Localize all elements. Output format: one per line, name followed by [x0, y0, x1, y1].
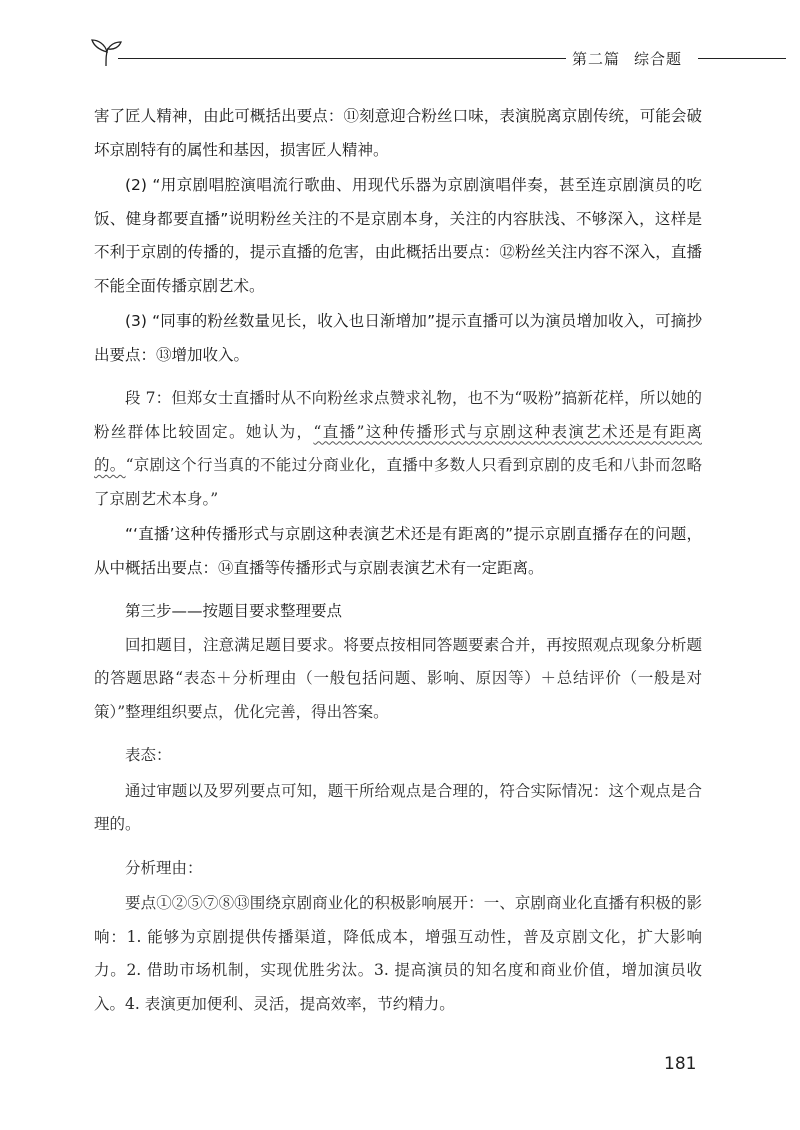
page-header: [86, 36, 786, 76]
header-title: [572, 48, 696, 69]
paragraph-5: “‘直播’这种传播形式与京剧这种表演艺术还是有距离的”提示京剧直播存在的问题，从中概括出要点：⑭直播等传播形式与京剧表演艺术有一定距离。: [94, 525, 702, 577]
excerpt-key-sentence: “直播”这种传播形式与京剧这种表演艺术还是有距离的。: [94, 422, 702, 474]
header-section: 第二篇: [572, 50, 621, 68]
paragraph-8: 要点①②⑤⑦⑧⑬围绕京剧商业化的积极影响展开：一、京剧商业化直播有积极的影响：1. 能够为京剧提供传播渠道，降低成本，增强互动性，普及京剧文化，扩大影响力。2. 借助市场机制，实现优胜劣汰。3. 提高演员的知名度和商业价值，增加演员收入。4. 表演更加便利、灵活，提高效率，节约精力。: [94, 894, 702, 1013]
paragraph-7-excerpt: [94, 382, 702, 516]
header-rule-left: [118, 58, 566, 59]
step-3-title: 第三步——按题目要求整理要点: [125, 602, 343, 620]
reason-label: 分析理由：: [125, 858, 203, 877]
page-number: 181: [664, 1054, 697, 1074]
page-body: [94, 100, 702, 1021]
header-rule-right: [698, 58, 786, 59]
paragraph-1: 害了匠人精神，由此可概括出要点：⑪刻意迎合粉丝口味，表演脱离京剧传统，可能会破坏京剧特有的属性和基因，损害匠人精神。: [94, 107, 702, 159]
paragraph-3: (3) “同事的粉丝数量见长，收入也日渐增加”提示直播可以为演员增加收入，可摘抄出要点：⑬增加收入。: [94, 312, 702, 364]
header-chapter: 综合题: [634, 50, 683, 68]
paragraph-7: 通过审题以及罗列要点可知，题干所给观点是合理的，符合实际情况：这个观点是合理的。: [94, 781, 702, 833]
paragraph-6: 回扣题目，注意满足题目要求。将要点按相同答题要素合并，再按照观点现象分析题的答题思路“表态＋分析理由（一般包括问题、影响、原因等）＋总结评价（一般是对策）”整理组织要点，优化完善，得出答案。: [94, 635, 702, 721]
stance-label: 表态：: [125, 746, 172, 764]
excerpt-text-after: “京剧这个行当真的不能过分商业化，直播中多数人只看到京剧的皮毛和八卦而忽略了京剧艺术本身。”: [94, 456, 702, 508]
paragraph-2: (2) “用京剧唱腔演唱流行歌曲、用现代乐器为京剧演唱伴奏，甚至连京剧演员的吃饭、健身都要直播”说明粉丝关注的不是京剧本身，关注的内容肤浅、不够深入，这样是不利于京剧的传播的，提示直播的危害，由此概括出要点：⑫粉丝关注内容不深入，直播不能全面传播京剧艺术。: [94, 176, 702, 295]
sprout-icon: [86, 36, 126, 76]
excerpt-text-before: 段 7：但郑女士直播时从不向粉丝求点赞求礼物，也不为“吸粉”搞新花样，所以她的粉丝群体比较固定。她认为，: [94, 389, 702, 441]
